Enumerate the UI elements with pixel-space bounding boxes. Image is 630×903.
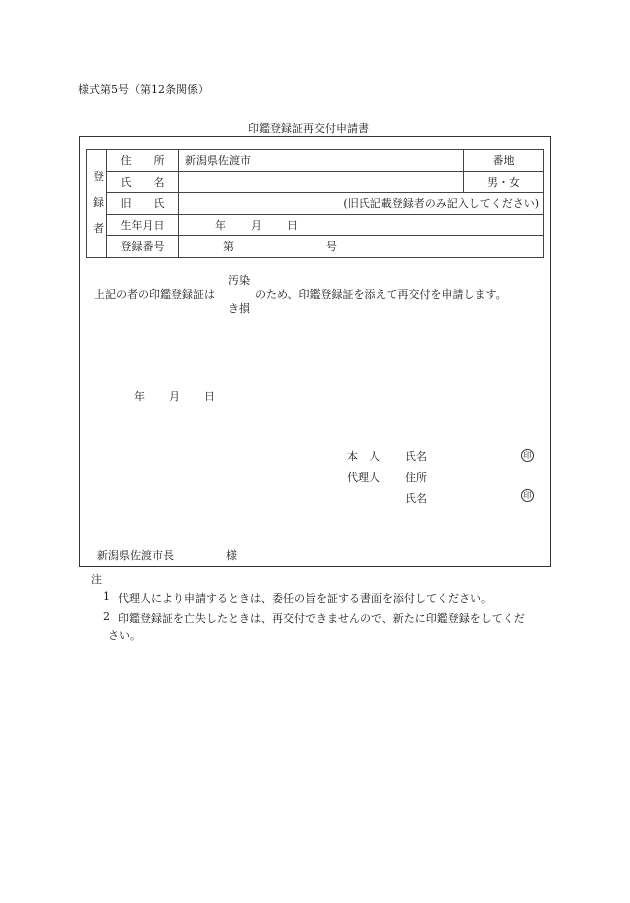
reg-no-prefix: 第: [223, 240, 234, 254]
date-year: 年: [134, 390, 145, 403]
application-date[interactable]: [134, 388, 215, 404]
addressee-honorific: 様: [226, 549, 237, 562]
note-1-text: 代理人により申請するときは、委任の旨を証する書面を添付してください。: [118, 592, 492, 605]
date-day: 日: [204, 390, 215, 403]
agent-address-label: 住所: [405, 471, 427, 484]
name-label: 氏 名: [107, 171, 179, 193]
birth-field[interactable]: [179, 214, 544, 236]
seal-mark-agent: 印: [521, 489, 534, 502]
former-name-label: 旧 氏: [107, 193, 179, 215]
self-label: 本 人: [347, 450, 380, 463]
agent-label: 代理人: [347, 471, 380, 484]
address-value: 新潟県佐渡市: [185, 154, 251, 168]
seal-mark-self: 印: [521, 449, 534, 462]
birth-month: 月: [251, 218, 262, 232]
note-2-text-continued: さい。: [108, 629, 141, 642]
reason-option-contamination[interactable]: 汚染: [228, 274, 250, 287]
address-suffix: 番地: [464, 150, 544, 172]
address-label: 住 所: [107, 150, 179, 172]
group-char-3: 者: [93, 222, 104, 236]
note-2-number: 2: [103, 610, 110, 623]
gender-field[interactable]: 男・女: [464, 171, 544, 193]
addressee-mayor: 新潟県佐渡市長: [97, 549, 174, 562]
reg-no-suffix: 号: [326, 240, 337, 254]
name-row: [87, 171, 544, 193]
note-1-number: 1: [103, 590, 110, 603]
reason-option-damage[interactable]: き損: [228, 302, 250, 315]
birth-day: 日: [287, 218, 298, 232]
former-name-field[interactable]: [179, 193, 544, 215]
reg-no-row: [87, 236, 544, 258]
address-field[interactable]: [179, 150, 464, 172]
birth-year: 年: [215, 218, 226, 232]
birth-label: 生年月日: [107, 214, 179, 236]
former-name-note: (旧氏記載登録者のみ記入してください): [343, 197, 539, 211]
address-row: [87, 150, 544, 172]
statement-lead: 上記の者の印鑑登録証は: [94, 288, 215, 301]
group-char-1: 登: [93, 170, 104, 184]
agent-name-label: 氏名: [405, 492, 427, 505]
name-field[interactable]: [179, 171, 464, 193]
form-number: 様式第5号（第12条関係）: [78, 83, 209, 96]
reg-no-label: 登録番号: [107, 236, 179, 258]
registrant-table: [86, 149, 544, 258]
reg-no-field[interactable]: [179, 236, 544, 258]
notes-heading: 注: [91, 573, 102, 586]
date-month: 月: [169, 390, 180, 403]
birth-row: [87, 214, 544, 236]
group-char-2: 録: [93, 196, 104, 210]
statement-tail: のため、印鑑登録証を添えて再交付を申請します。: [255, 288, 507, 301]
registrant-group-label: [87, 150, 107, 258]
form-title: 印鑑登録証再交付申請書: [248, 122, 369, 135]
note-2-text: 印鑑登録証を亡失したときは、再交付できませんので、新たに印鑑登録をしてくだ: [118, 612, 525, 625]
former-name-row: [87, 193, 544, 215]
self-name-label: 氏名: [405, 450, 427, 463]
